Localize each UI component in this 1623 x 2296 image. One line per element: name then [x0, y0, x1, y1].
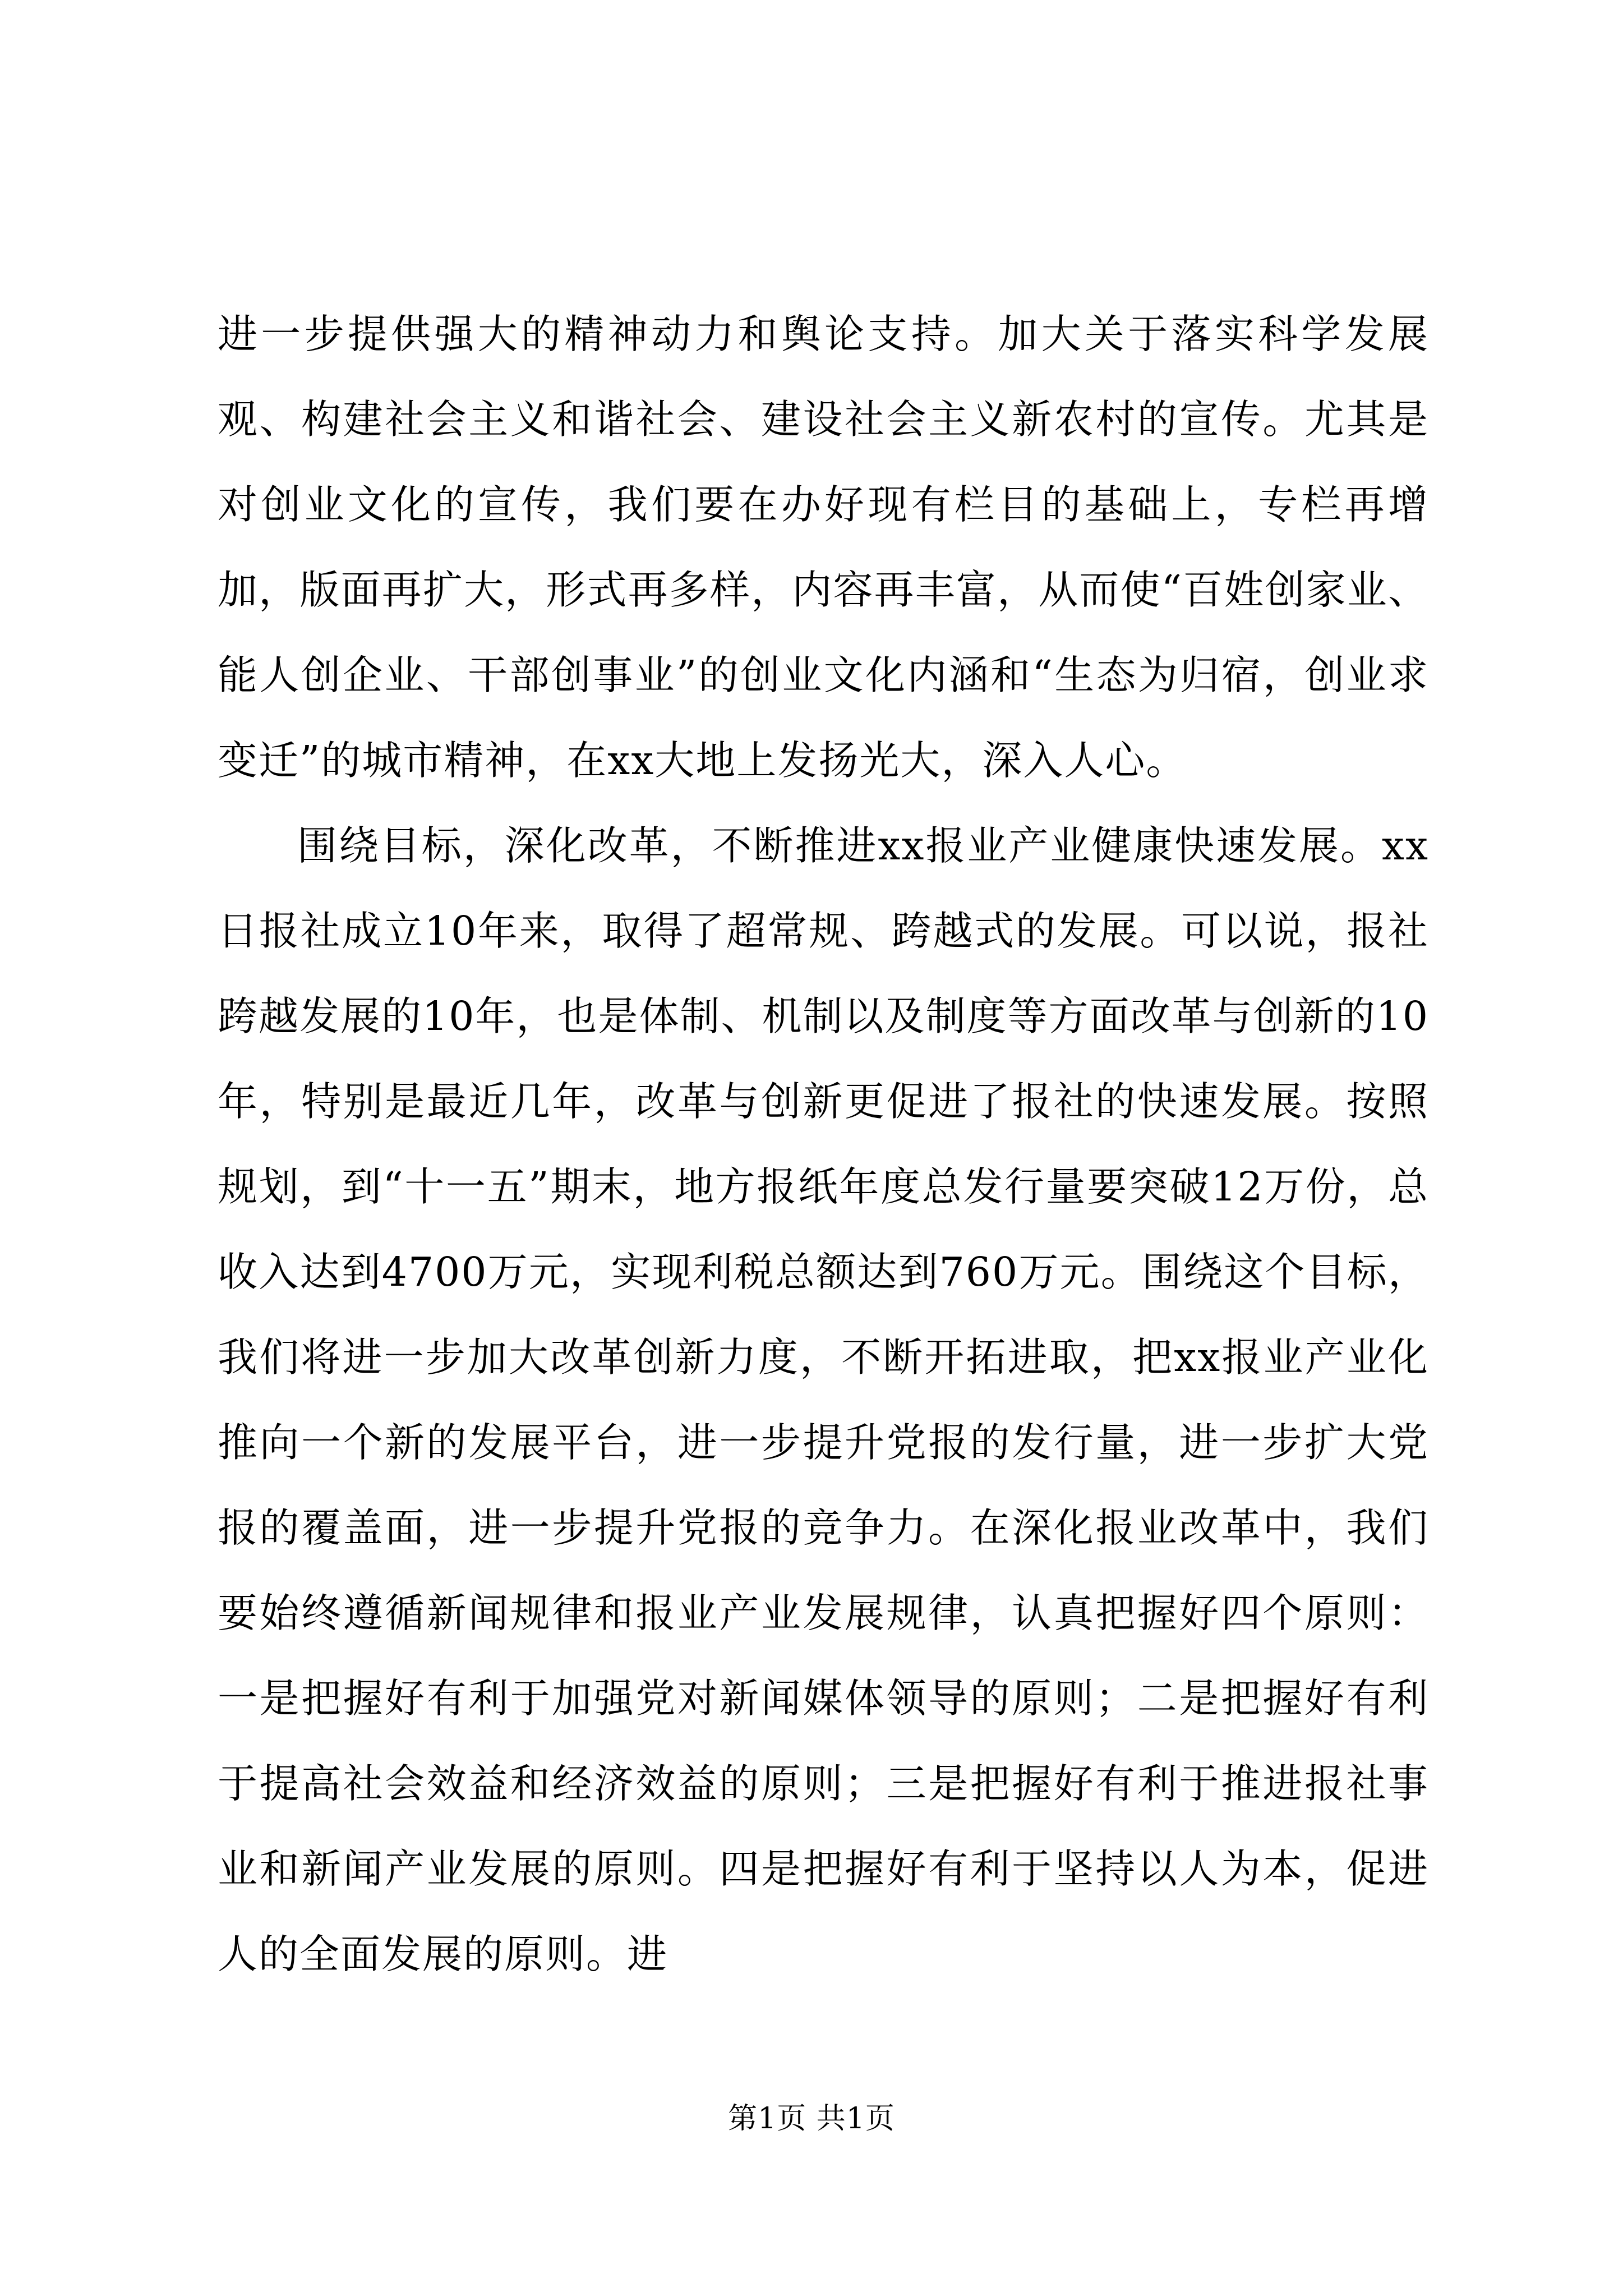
- paragraph-1: 进一步提供强大的精神动力和舆论支持。加大关于落实科学发展观、构建社会主义和谐社会、建设社会主义新农村的宣传。尤其是对创业文化的宣传，我们要在办好现有栏目的基础上，专栏再增加，版面再扩大，形式再多样，内容再丰富，从而使“百姓创家业、能人创企业、干部创事业”的创业文化内涵和“生态为归宿，创业求变迁”的城市精神，在xx大地上发扬光大，深入人心。: [218, 311, 1429, 784]
- body-text: [218, 292, 1429, 1997]
- paragraph-2: 围绕目标，深化改革，不断推进xx报业产业健康快速发展。xx日报社成立10年来，取得了超常规、跨越式的发展。可以说，报社跨越发展的10年，也是体制、机制以及制度等方面改革与创新的10年，特别是最近几年，改革与创新更促进了报社的快速发展。按照规划，到“十一五”期末，地方报纸年度总发行量要突破12万份，总收入达到4700万元，实现利税总额达到760万元。围绕这个目标，我们将进一步加大改革创新力度，不断开拓进取，把xx报业产业化推向一个新的发展平台，进一步提升党报的发行量，进一步扩大党报的覆盖面，进一步提升党报的竞争力。在深化报业改革中，我们要始终遵循新闻规律和报业产业发展规律，认真把握好四个原则：一是把握好有利于加强党对新闻媒体领导的原则；二是把握好有利于提高社会效益和经济效益的原则；三是把握好有利于推进报社事业和新闻产业发展的原则。四是把握好有利于坚持以人为本，促进人的全面发展的原则。进: [218, 822, 1429, 1977]
- page-footer: 第1页 共1页: [728, 2102, 895, 2136]
